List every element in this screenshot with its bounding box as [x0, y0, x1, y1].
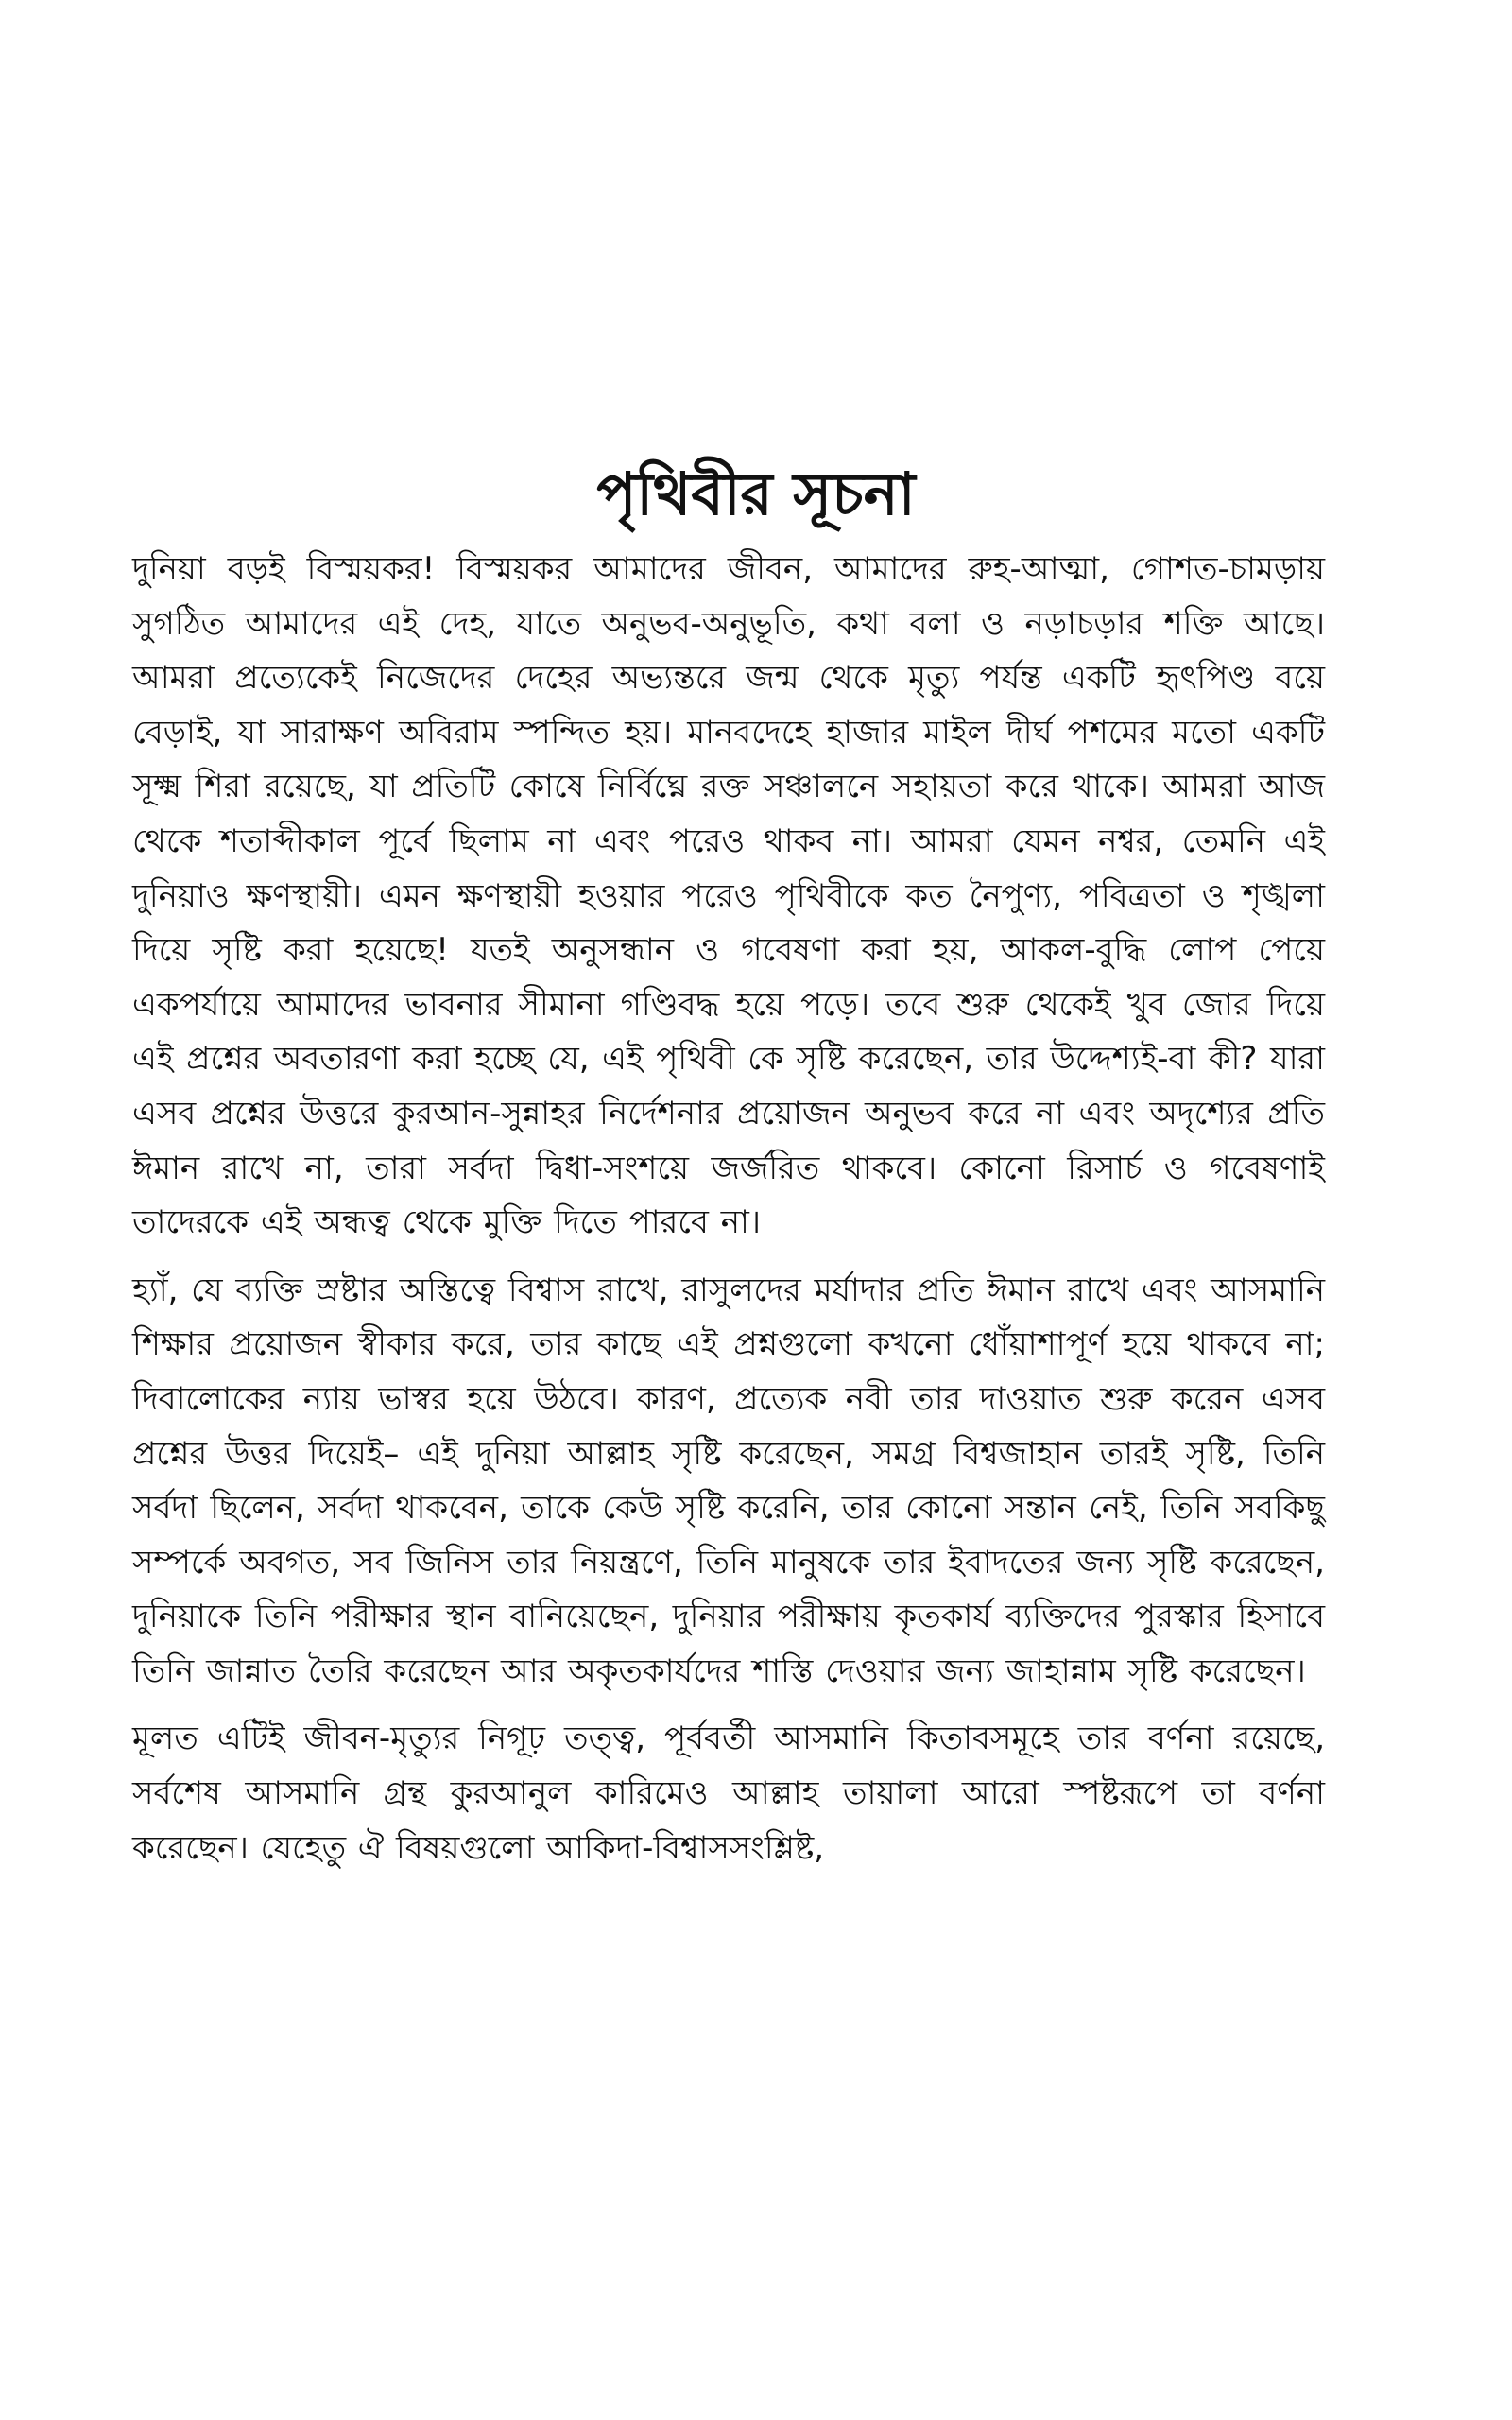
paragraph-1: দুনিয়া বড়ই বিস্ময়কর! বিস্ময়কর আমাদের জীবন, আমাদের রুহ-আত্মা, গোশত-চামড়ায় সুগঠিত আমাদের এই দেহ, যাতে অনুভব-অনুভূতি, কথা বলা ও নড়াচড়ার শক্তি আছে। আমরা প্রত্যেকেই নিজেদের দেহের অভ্যন্তরে জন্ম থেকে মৃত্যু পর্যন্ত একটি হৃৎপিণ্ড বয়ে বেড়াই, যা সারাক্ষণ অবিরাম স্পন্দিত হয়। মানবদেহে হাজার মাইল দীর্ঘ পশমের মতো একটি সূক্ষ্ম শিরা রয়েছে, যা প্রতিটি কোষে নির্বিঘ্নে রক্ত সঞ্চালনে সহায়তা করে থাকে। আমরা আজ থেকে শতাব্দীকাল পূর্বে ছিলাম না এবং পরেও থাকব না। আমরা যেমন নশ্বর, তেমনি এই দুনিয়াও ক্ষণস্থায়ী। এমন ক্ষণস্থায়ী হওয়ার পরেও পৃথিবীকে কত নৈপুণ্য, পবিত্রতা ও শৃঙ্খলা দিয়ে সৃষ্টি করা হয়েছে! যতই অনুসন্ধান ও গবেষণা করা হয়, আকল-বুদ্ধি লোপ পেয়ে একপর্যায়ে আমাদের ভাবনার সীমানা গণ্ডিবদ্ধ হয়ে পড়ে। তবে শুরু থেকেই খুব জোর দিয়ে এই প্রশ্নের অবতারণা করা হচ্ছে যে, এই পৃথিবী কে সৃষ্টি করেছেন, তার উদ্দেশ্যই-বা কী? যারা এসব প্রশ্নের উত্তরে কুরআন-সুন্নাহর নির্দেশনার প্রয়োজন অনুভব করে না এবং অদৃশ্যের প্রতি ঈমান রাখে না, তারা সর্বদা দ্বিধা-সংশয়ে জর্জরিত থাকবে। কোনো রিসার্চ ও গবেষণাই তাদেরকে এই অন্ধত্ব থেকে মুক্তি দিতে পারবে না।: [132, 550, 1325, 1242]
chapter-title: পৃথিবীর সূচনা: [596, 459, 916, 528]
paragraph-2: হ্যাঁ, যে ব্যক্তি স্রষ্টার অস্তিত্বে বিশ্বাস রাখে, রাসুলদের মর্যাদার প্রতি ঈমান রাখে এবং আসমানি শিক্ষার প্রয়োজন স্বীকার করে, তার কাছে এই প্রশ্নগুলো কখনো ধোঁয়াশাপূর্ণ হয়ে থাকবে না; দিবালোকের ন্যায় ভাস্বর হয়ে উঠবে। কারণ, প্রত্যেক নবী তার দাওয়াত শুরু করেন এসব প্রশ্নের উত্তর দিয়েই– এই দুনিয়া আল্লাহ সৃষ্টি করেছেন, সমগ্র বিশ্বজাহান তারই সৃষ্টি, তিনি সর্বদা ছিলেন, সর্বদা থাকবেন, তাকে কেউ সৃষ্টি করেনি, তার কোনো সন্তান নেই, তিনি সবকিছু সম্পর্কে অবগত, সব জিনিস তার নিয়ন্ত্রণে, তিনি মানুষকে তার ইবাদতের জন্য সৃষ্টি করেছেন, দুনিয়াকে তিনি পরীক্ষার স্থান বানিয়েছেন, দুনিয়ার পরীক্ষায় কৃতকার্য ব্যক্তিদের পুরস্কার হিসাবে তিনি জান্নাত তৈরি করেছেন আর অকৃতকার্যদের শাস্তি দেওয়ার জন্য জাহান্নাম সৃষ্টি করেছেন।: [132, 1270, 1325, 1690]
body-text: [132, 543, 1325, 1889]
paragraph-3: মূলত এটিই জীবন-মৃত্যুর নিগূঢ় তত্ত্ব, পূর্ববর্তী আসমানি কিতাবসমূহে তার বর্ণনা রয়েছে, সর্বশেষ আসমানি গ্রন্থ কুরআনুল কারিমেও আল্লাহ তায়ালা আরো স্পষ্টরূপে তা বর্ণনা করেছেন। যেহেতু ঐ বিষয়গুলো আকিদা-বিশ্বাসসংশ্লিষ্ট,: [132, 1720, 1325, 1867]
